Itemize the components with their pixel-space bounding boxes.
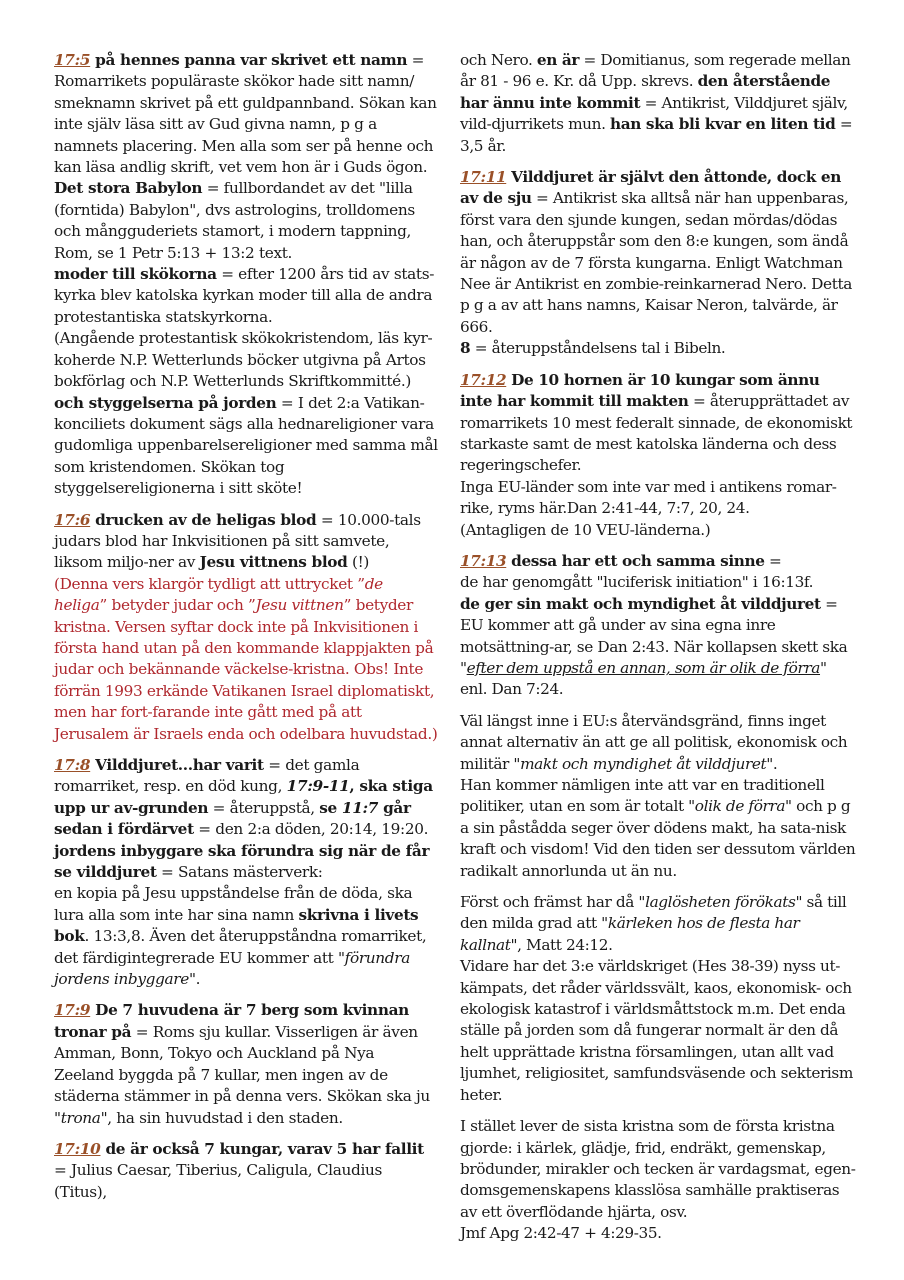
commentary-text: = 3,5 år. <box>460 115 853 155</box>
italic-quote: olik de förra <box>694 797 786 816</box>
commentary-text: = återupprättadet av romarrikets 10 mest federalt sinnade, de ekonomiskt starkaste samt de mest katolska länderna och dess regeringschefer. <box>460 392 853 475</box>
verse-quote: jordens inbyggare ska förundra sig när de får se vilddjuret <box>54 841 430 882</box>
italic-quote: laglösheten förökats <box>645 893 796 912</box>
verse-quote: på hennes panna var skrivet ett namn <box>90 51 408 69</box>
paragraph-17-13 <box>460 551 856 701</box>
commentary-text: ", ha sin huvudstad i den staden. <box>100 1108 343 1127</box>
red-note-text: (Denna vers klargör tydligt att uttrycket ” <box>54 574 365 593</box>
left-column <box>54 50 438 1213</box>
commentary-text: Väl längst inne i EU:s återvändsgränd, finns inget annat alternativ än att ge all politisk, ekonomisk och militär " <box>460 711 848 773</box>
verse-reference: 17:9 <box>54 1001 91 1020</box>
commentary-text: " enl. Dan 7:24. <box>460 658 827 699</box>
right-column <box>460 50 856 1255</box>
verse-reference: 17:12 <box>460 370 507 389</box>
commentary-text: = det gamla romarriket, resp. en död kung, <box>54 756 360 796</box>
commentary-text: Inga EU-länder som inte var med i antikens romar-rike, ryms här.Dan 2:41-44, 7:7, 20, 24. <box>460 477 837 518</box>
commentary-text: och Nero. <box>460 51 537 69</box>
commentary-text: = Antikrist, Vilddjuret själv, vild-djurrikets mun. <box>460 93 848 134</box>
verse-quote: Vilddjuret är självt den åttonde, dock en av de sju <box>460 168 841 208</box>
verse-reference: 17:6 <box>54 510 91 529</box>
verse-reference: 17:11 <box>460 168 507 187</box>
verse-quote: skrivna i livets bok <box>54 905 419 946</box>
commentary-text: Rom, se 1 Petr 5:13 + 13:2 text. <box>54 243 293 262</box>
commentary-text: = återuppstå, <box>208 798 320 817</box>
verse-reference: 17:10 <box>54 1139 101 1158</box>
commentary-text: = I det 2:a Vatikan-konciliets dokument sägs alla hednareligioner vara gudomliga uppenbarelsereligioner med samma mål som kristendomen. Skökan tog styggelsereligionerna i sitt sköte! <box>54 393 438 498</box>
commentary-text: ". <box>766 754 778 773</box>
verse-quote: går sedan i fördärvet <box>54 798 411 839</box>
red-note <box>54 575 437 743</box>
verse-quote: dessa har ett och samma sinne <box>506 551 765 570</box>
verse-reference: 17:8 <box>54 756 91 774</box>
verse-quote: Jesu vittnens blod <box>199 553 348 572</box>
verse-quote: de är också 7 kungar, varav 5 har fallit <box>100 1139 424 1158</box>
paragraph-17-5 <box>54 50 438 500</box>
cross-reference: 11:7 <box>341 798 379 817</box>
commentary-text: de har genomgått "luciferisk initiation" i 16:13f. <box>460 573 814 592</box>
red-note-text: ” betyder judar och ” <box>99 596 256 615</box>
commentary-text: ". <box>188 970 201 989</box>
red-note-text: ” betyder kristna. Versen syftar dock inte på Inkvisitionen i första hand utan på den kommande klappjakten på judar och bekännande väckelse-kristna. Obs! Inte förrän 1993 erkände Vatikanen Israel diplomatiskt, men har fort-farande inte gått med på att Jerusalem är Israels enda och odelbara huvudstad.) <box>54 596 438 743</box>
italic-quote: kärleken hos de flesta har kallnat <box>460 914 800 954</box>
commentary-text: = Roms sju kullar. Visserligen är även Amman, Bonn, Tokyo och Auckland på Nya Zeeland byggda på 7 kullar, men ingen av de städerna stämmer in på denna vers. Skökan ska ju " <box>54 1022 430 1127</box>
paragraph-17-6 <box>54 510 438 745</box>
verse-reference: 17:5 <box>54 51 91 69</box>
verse-quote: den återstående har ännu inte kommit <box>460 72 831 112</box>
commentary-text: Han kommer nämligen inte att var en traditionell politiker, utan en som är totalt " <box>460 776 825 816</box>
commentary-text: " och p g a sin påstådda seger över dödens makt, ha sata-nisk kraft och visdom! Vid den tiden ser dessutom världen radikalt annorlunda ut än nu. <box>460 797 856 880</box>
red-note-italic: Jesu vittnen <box>255 596 344 615</box>
verse-quote: Vilddjuret...har varit <box>90 756 264 774</box>
verse-quote: 8 <box>460 339 471 358</box>
verse-quote: han ska bli kvar en liten tid <box>610 115 836 134</box>
paragraph-17-11 <box>460 167 856 360</box>
commentary-text: = Satans mästerverk: <box>156 863 323 882</box>
paragraph-last-christians <box>460 1116 856 1244</box>
italic-quote: makt och myndighet åt vilddjuret <box>520 754 767 773</box>
italic-quote: trona <box>60 1108 101 1127</box>
commentary-text: ", Matt 24:12. <box>510 935 613 954</box>
commentary-text: = <box>764 551 782 570</box>
commentary-text: " så till den milda grad att " <box>460 893 847 933</box>
commentary-text: en kopia på Jesu uppståndelse från de döda, ska lura alla som inte har sina namn <box>54 884 413 924</box>
paragraph-lawlessness <box>460 892 856 1106</box>
commentary-text: (Antagligen de 10 VEU-länderna.) <box>460 520 711 539</box>
verse-quote: drucken av de heligas blod <box>90 510 317 529</box>
commentary-text: Vidare har det 3:e världskriget (Hes 38-39) nyss ut-kämpats, det råder världssvält, kaos, ekonomisk- och ekologisk katastrof i världsmåttstock m.m. Det enda ställe på jorden som då fungerar normalt är den då helt upprättade kristna församlingen, utan allt vad ljumhet, religiositet, samfundsväsende och sekterism heter. <box>460 957 853 1104</box>
commentary-text: = Antikrist ska alltså när han uppenbaras, först vara den sjunde kungen, sedan mördas/dödas han, och återuppstår som den 8:e kungen, som ändå är någon av de 7 första kungarna. Enligt Watchman Nee är Antikrist en zombie-reinkarnerad Nero. Detta p g a av att hans namns, Kaisar Neron, talvärde, är 666. <box>460 189 852 336</box>
verse-quote: Det stora Babylon <box>54 179 203 198</box>
commentary-text: = efter 1200 års tid av stats-kyrka blev katolska kyrkan moder till alla de andra protestantiska statskyrkorna. <box>54 265 435 326</box>
verse-quote: De 7 huvudena är 7 berg som kvinnan tronar på <box>54 1001 409 1041</box>
commentary-text: = den 2:a döden, 20:14, 19:20. <box>193 820 429 839</box>
paragraph-17-10-cont <box>460 50 856 157</box>
verse-quote: och styggelserna på jorden <box>54 393 277 412</box>
italic-quote: efter dem uppstå en annan, som är olik de förra <box>466 658 821 677</box>
commentary-text: = Domitianus, som regerade mellan år 81 - 96 e. Kr. då Upp. skrevs. <box>460 51 851 91</box>
verse-quote: se <box>319 798 342 817</box>
paragraph-eu <box>460 711 856 882</box>
paragraph-17-8 <box>54 755 438 990</box>
verse-reference: 17:13 <box>460 551 507 570</box>
verse-quote: en är <box>536 51 580 69</box>
commentary-text: Först och främst har då " <box>460 893 646 912</box>
commentary-text: = Romarrikets populäraste skökor hade sitt namn/ smeknamn skrivet på ett guldpannband. Sökan kan inte själv läsa sitt av Gud givna namn, p g a namnets placering. Men alla som ser på henne och kan läsa andlig skrift, vet vem hon är i Guds ögon. <box>54 51 437 177</box>
verse-quote: De 10 hornen är 10 kungar som ännu inte har kommit till makten <box>460 370 820 411</box>
paragraph-17-12 <box>460 370 856 541</box>
commentary-text: = återuppståndelsens tal i Bibeln. <box>470 339 726 358</box>
commentary-text: = Julius Caesar, Tiberius, Caligula, Claudius (Titus), <box>54 1161 382 1201</box>
paragraph-17-9 <box>54 1000 438 1128</box>
verse-quote: de ger sin makt och myndighet åt vilddjuret <box>460 594 821 613</box>
commentary-text: I stället lever de sista kristna som de första kristna gjorde: i kärlek, glädje, frid, endräkt, gemenskap, brödunder, mirakler och tecken är vardagsmat, egen-domsgemenskapens klasslösa samhälle praktiseras av ett överflödande hjärta, osv. <box>460 1117 856 1221</box>
italic-quote: förundra jordens inbyggare <box>54 948 410 989</box>
commentary-text: = fullbordandet av det "lilla (forntida) Babylon", dvs astrologins, trolldomens och mångguderiets stamort, i modern tappning, <box>54 179 415 241</box>
commentary-text: . 13:3,8. Även det återuppståndna romarriket, det färdigintegrerade EU kommer att " <box>54 927 427 967</box>
cross-reference: 17:9-11 <box>286 777 350 796</box>
verse-quote: moder till skökorna <box>54 265 217 284</box>
commentary-text: Jmf Apg 2:42-47 + 4:29-35. <box>460 1224 662 1243</box>
paragraph-17-10 <box>54 1139 438 1203</box>
commentary-text: (!) <box>347 553 370 572</box>
red-note-italic: de heliga <box>54 574 383 615</box>
commentary-text: = 10.000-tals judars blod har Inkvisitionen på sitt samvete, liksom miljo-ner av <box>54 510 421 572</box>
commentary-text: = EU kommer att gå under av sina egna inre motsättning-ar, se Dan 2:43. När kollapsen skett ska " <box>460 594 848 677</box>
verse-quote: , ska stiga upp ur av-grunden <box>54 777 433 817</box>
commentary-text: (Angående protestantisk skökokristendom, läs kyr-koherde N.P. Wetterlunds böcker utgivna på Artos bokförlag och N.P. Wetterlunds Skriftkommitté.) <box>54 329 433 391</box>
